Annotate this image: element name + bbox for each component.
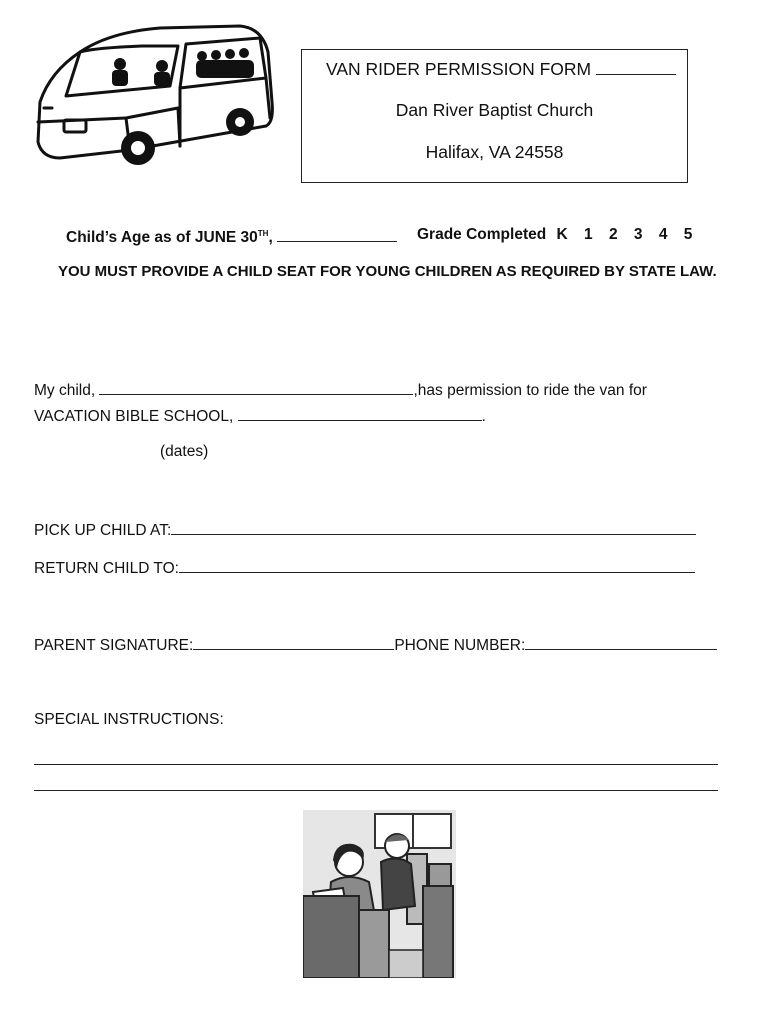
- special-instructions-label: SPECIAL INSTRUCTIONS:: [34, 711, 224, 728]
- signature-line: [34, 634, 717, 655]
- vbs-label: VACATION BIBLE SCHOOL,: [34, 408, 234, 425]
- parent-signature-field[interactable]: [193, 634, 394, 650]
- has-permission-text: ,has permission to ride the van for: [413, 382, 647, 399]
- period: .: [481, 408, 486, 425]
- grade-option-k[interactable]: K: [556, 226, 568, 243]
- grade-option-1[interactable]: 1: [584, 226, 593, 243]
- grade-option-4[interactable]: 4: [658, 226, 668, 243]
- grade-option-3[interactable]: 3: [633, 226, 643, 243]
- age-label: Child’s Age as of JUNE 30: [66, 229, 258, 246]
- vbs-dates-field[interactable]: [238, 405, 482, 421]
- pick-up-field[interactable]: [171, 519, 696, 535]
- pick-up-line: [34, 519, 696, 540]
- age-label-comma: ,: [268, 229, 273, 246]
- dates-caption: (dates): [160, 443, 209, 460]
- pick-up-label: PICK UP CHILD AT:: [34, 522, 172, 539]
- header-box: [301, 49, 688, 183]
- grade-line: [417, 226, 692, 244]
- special-instructions-line-2[interactable]: [34, 790, 718, 791]
- form-title-line: [326, 59, 711, 80]
- grade-option-2[interactable]: 2: [608, 226, 618, 243]
- child-seat-notice: YOU MUST PROVIDE A CHILD SEAT FOR YOUNG CHILDREN AS REQUIRED BY STATE LAW.: [58, 263, 717, 280]
- children-on-bus-illustration: [303, 810, 456, 978]
- grade-option-5[interactable]: 5: [683, 226, 693, 243]
- grade-label: Grade Completed: [417, 226, 547, 243]
- return-field[interactable]: [179, 557, 695, 573]
- age-field[interactable]: [277, 226, 397, 242]
- return-line: [34, 557, 695, 578]
- my-child-label: My child,: [34, 382, 96, 399]
- age-line: [66, 226, 397, 247]
- child-name-field[interactable]: [99, 379, 413, 395]
- church-address: Halifax, VA 24558: [425, 142, 564, 162]
- age-label-sup: TH: [257, 228, 269, 238]
- permission-line-2: [34, 405, 486, 426]
- parent-signature-label: PARENT SIGNATURE:: [34, 637, 194, 654]
- form-title-blank[interactable]: [596, 59, 676, 75]
- phone-number-label: PHONE NUMBER:: [394, 637, 526, 654]
- permission-line-1: [34, 379, 647, 400]
- church-name: Dan River Baptist Church: [395, 100, 594, 120]
- special-instructions-line-1[interactable]: [34, 764, 718, 765]
- van-illustration: [30, 22, 282, 180]
- return-label: RETURN CHILD TO:: [34, 560, 179, 577]
- form-title: VAN RIDER PERMISSION FORM: [326, 59, 592, 79]
- phone-number-field[interactable]: [525, 634, 717, 650]
